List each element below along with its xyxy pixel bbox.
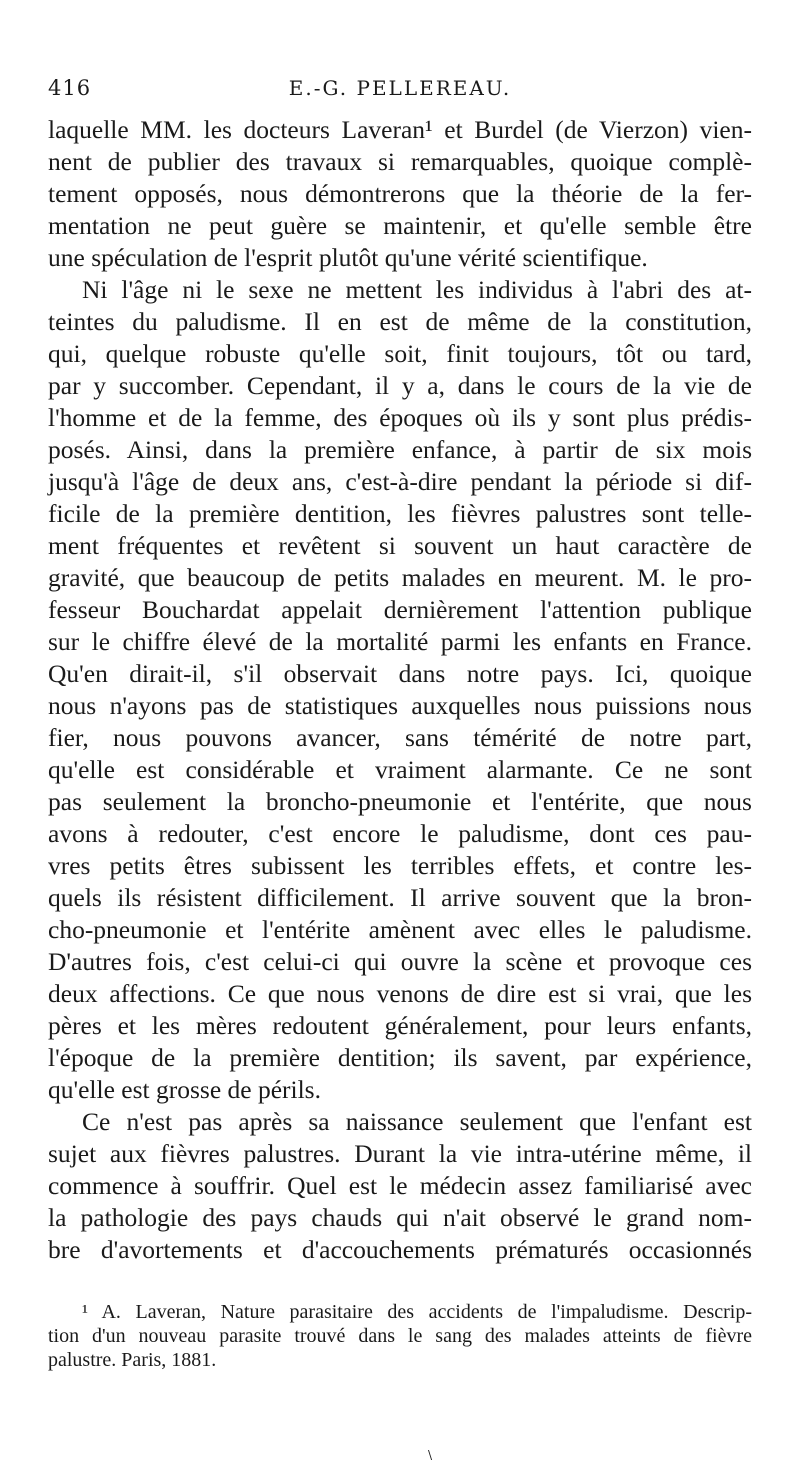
text-line: qui, quelque robuste qu'elle soit, finit toujours, tôt ou tard, xyxy=(48,339,752,368)
text-line: D'autres fois, c'est celui-ci qui ouvre la scène et provoque ces xyxy=(48,947,752,976)
text-line: nous n'ayons pas de statistiques auxquelles nous puissions nous xyxy=(48,691,752,720)
footnote-line: ¹ A. Laveran, Nature parasitaire des accidents de l'impaludisme. Descrip- xyxy=(82,1301,752,1323)
text-line: commence à souffrir. Quel est le médecin assez familiarisé avec xyxy=(48,1171,752,1200)
text-line: cho-pneumonie et l'entérite amènent avec elles le paludisme. xyxy=(48,915,752,944)
text-line: l'époque de la première dentition; ils savent, par expérience, xyxy=(48,1043,752,1072)
text-line: par y succomber. Cependant, il y a, dans le cours de la vie de xyxy=(48,371,752,400)
text-line: l'homme et de la femme, des époques où ils y sont plus prédis- xyxy=(48,403,752,432)
text-line: pères et les mères redoutent généralement, pour leurs enfants, xyxy=(48,1011,752,1040)
text-line: Ce n'est pas après sa naissance seulement que l'enfant est xyxy=(82,1107,752,1136)
text-line: bre d'avortements et d'accouchements prématurés occasionnés xyxy=(48,1235,752,1264)
footnote-line: tion d'un nouveau parasite trouvé dans le sang des malades atteints de fièvre xyxy=(48,1325,752,1347)
text-line: teintes du paludisme. Il en est de même de la constitution, xyxy=(48,307,752,336)
text-line: tement opposés, nous démontrerons que la théorie de la fer- xyxy=(48,179,752,208)
stray-mark: \ xyxy=(428,1448,433,1462)
text-line: deux affections. Ce que nous venons de dire est si vrai, que les xyxy=(48,979,752,1008)
text-line: pas seulement la broncho-pneumonie et l'entérite, que nous xyxy=(48,787,752,816)
text-line: la pathologie des pays chauds qui n'ait observé le grand nom- xyxy=(48,1203,752,1232)
text-line: fier, nous pouvons avancer, sans témérité de notre part, xyxy=(48,723,752,752)
text-line: sur le chiffre élevé de la mortalité parmi les enfants en France. xyxy=(48,627,752,656)
text-line: avons à redouter, c'est encore le paludisme, dont ces pau- xyxy=(48,819,752,848)
page-number: 416 xyxy=(48,76,92,100)
text-line: Qu'en dirait-il, s'il observait dans notre pays. Ici, quoique xyxy=(48,659,752,688)
text-line: ficile de la première dentition, les fièvres palustres sont telle- xyxy=(48,499,752,528)
text-line: nent de publier des travaux si remarquables, quoique complè- xyxy=(48,147,752,176)
text-line: posés. Ainsi, dans la première enfance, à partir de six mois xyxy=(48,435,752,464)
text-line: laquelle MM. les docteurs Laveran¹ et Burdel (de Vierzon) vien- xyxy=(48,115,752,144)
page-header xyxy=(48,76,752,106)
text-line: quels ils résistent difficilement. Il arrive souvent que la bron- xyxy=(48,883,752,912)
text-line: ment fréquentes et revêtent si souvent un haut caractère de xyxy=(48,531,752,560)
text-line: qu'elle est considérable et vraiment alarmante. Ce ne sont xyxy=(48,755,752,784)
text-line: sujet aux fièvres palustres. Durant la vie intra-utérine même, il xyxy=(48,1139,752,1168)
text-line: mentation ne peut guère se maintenir, et qu'elle semble être xyxy=(48,211,752,240)
text-line: gravité, que beaucoup de petits malades en meurent. M. le pro- xyxy=(48,563,752,592)
footnote-line: palustre. Paris, 1881. xyxy=(48,1349,217,1371)
text-line: une spéculation de l'esprit plutôt qu'une vérité scientifique. xyxy=(48,243,648,272)
text-line: jusqu'à l'âge de deux ans, c'est-à-dire pendant la période si dif- xyxy=(48,467,752,496)
text-line: Ni l'âge ni le sexe ne mettent les individus à l'abri des at- xyxy=(82,275,752,304)
text-line: qu'elle est grosse de périls. xyxy=(48,1075,321,1104)
text-line: fesseur Bouchardat appelait dernièrement l'attention publique xyxy=(48,595,752,624)
running-head: E.-G. PELLEREAU. xyxy=(288,76,512,100)
text-line: vres petits êtres subissent les terribles effets, et contre les- xyxy=(48,851,752,880)
